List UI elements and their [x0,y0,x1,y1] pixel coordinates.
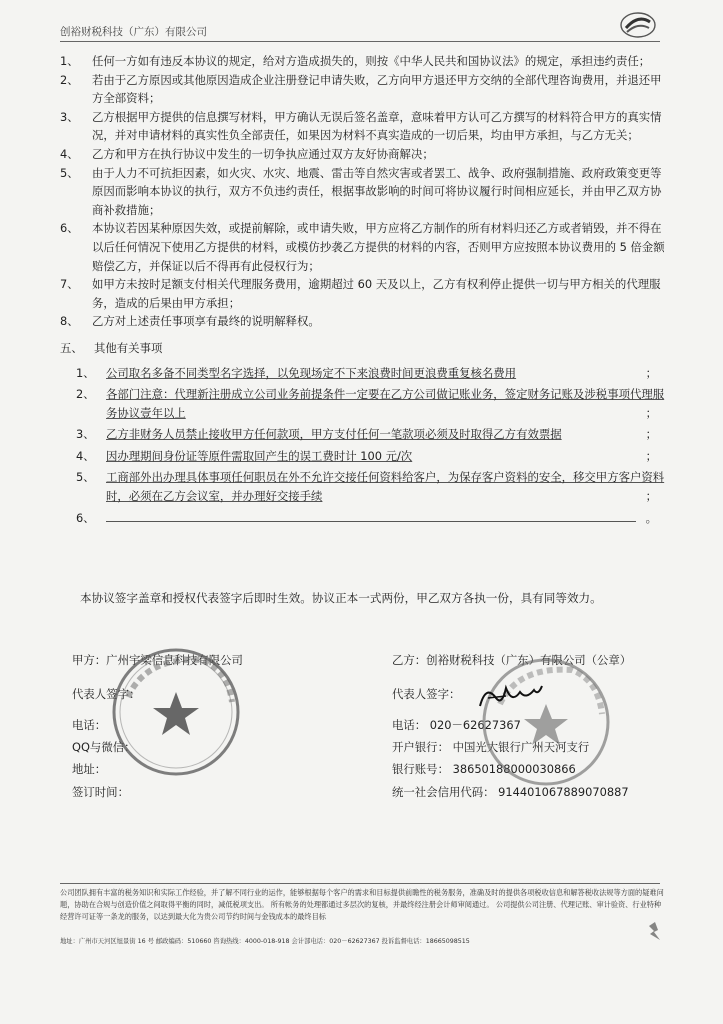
party-b-account: 银行账号： 38650188000030866 [392,762,576,776]
party-a-date-label: 签订时间： [72,785,129,799]
other-items-list [60,364,665,528]
other-item-4: 4、 因办理期间身份证等原件需取回产生的误工费时计 100 元/次 ； [76,448,657,463]
party-b-name: 乙方：创裕财税科技（广东）有限公司（公章） [392,653,632,667]
other-item-3: 3、 乙方非财务人员禁止接收甲方任何款项，甲方支付任何一笔款项必须及时取得乙方有效票据 ； [76,427,657,442]
other-item-2: 2、 各部门注意：代理新注册成立公司业务前提条件一定要在乙方公司做记账业务，签定财务记账及涉税事项代理服务协议壹年以上 ； [76,387,665,420]
party-b-bank: 开户银行： 中国光大银行广州天河支行 [392,740,590,754]
party-a-phone-label: 电话： [72,718,107,732]
clause-7: 7、 如甲方未按时足额支付相关代理服务费用，逾期超过 60 天及以上，乙方有权利停止提供一切与甲方相关的代理服务，造成的后果由甲方承担； [60,277,661,310]
clause-1: 1、 任何一方如有违反本协议的规定，给对方造成损失的，则按《中华人民共和国协议法》的规定，承担违约责任； [60,54,651,68]
clause-2: 2、 若由于乙方原因或其他原因造成企业注册登记申请失败，乙方向甲方退还甲方交纳的全部代理咨询费用，并退还甲方全部资料； [60,72,662,106]
agreement-body [60,52,665,530]
other-item-5: 5、 工商部外出办理具体事项任何职员在外不允许交接任何资料给客户，为保存客户资料的安全，移交甲方客户资料时，必须在乙方会议室，并办理好交接手续 ； [76,470,665,504]
party-b-credit-code: 统一社会信用代码： 914401067889070887 [392,785,629,799]
other-item-1: 1、 公司取名多备不同类型名字选择，以免现场定不下来浪费时间更浪费重复核名费用 ； [76,365,657,380]
company-logo-icon [618,10,658,40]
party-a-rep-label: 代表人签字： [72,687,141,701]
effective-clause: 本协议签字盖章和授权代表签字后即时生效。协议正本一式两份，甲乙双方各执一份，具有同等效力。 [80,591,602,605]
party-b-seal-icon [476,652,616,792]
other-item-6: 6、 。 [76,510,657,525]
party-b-signature-icon [476,676,546,716]
footer-text: 公司团队拥有丰富的税务知识和实际工作经验，并了解不同行业的运作，能够根据每个客户的需求和目标提供前瞻性的税务服务，准确及时的提供各项税收信息和解答税收法规等方面的疑难问题，协助在合规与创造价值之间取得平衡的同时，减低税项支出。 所有帐务的处理都通过多层次的复核，并最终经注册会计师审阅通过。 公司提供公司注册、代理记账、审计验资、行业特种经营许可证等一条龙的服务，以达到最大化为贵公司节约时间与金钱成本的最终目标 [60,888,664,921]
clause-8: 8、 乙方对上述责任事项享有最终的说明解释权。 [60,314,320,329]
section-5-heading: 五、 其他有关事项 [60,340,163,355]
clause-5: 5、 由于人力不可抗拒因素，如火灾、水灾、地震、雷击等自然灾害或者罢工、战争、政府强制措施、政府政策变更等原因而影响本协议的执行，双方不负违约责任，根据事故影响的时间可将协议履行时间相应延长，并由甲乙双方协商补救措施； [60,165,662,217]
party-b-rep-label: 代表人签字： [392,687,461,701]
header-divider [60,41,660,42]
party-b-phone: 电话： 020－62627367 [392,718,521,732]
header-company: 创裕财税科技（广东）有限公司 [60,26,207,38]
footer-divider [60,883,660,884]
clause-3: 3、 乙方根据甲方提供的信息撰写材料，甲方确认无误后签名盖章，意味着甲方认可乙方撰写的材料符合甲方的真实情况，并对申请材料的真实性负全部责任，如果因为材料不真实造成的一切后果，均由甲方承担，与乙方无关； [60,109,662,143]
decorative-mark-icon [646,920,664,942]
party-a-address-label: 地址： [72,762,107,776]
clause-4: 4、 乙方和甲方在执行协议中发生的一切争执应通过双方友好协商解决； [60,146,434,161]
clause-6: 6、 本协议若因某种原因失效，或提前解除，或申请失败，甲方应将乙方制作的所有材料归还乙方或者销毁，并不得在以后任何情况下使用乙方提供的材料，或模仿抄袭乙方提供的材料的内容，否则甲方应按照本协议费用的 5 倍金额赔偿乙方，并保证以后不得再有此侵权行为； [60,221,665,273]
party-a-name: 甲方：广州宇梁信息科技有限公司 [72,653,243,667]
footer-address: 地址：广州市天河区旭景街 16 号 邮政编码：510660 咨询热线：4000-018-918 会计部电话：020－62627367 投诉监督电话：18665098515 [60,938,470,945]
party-a-qq-label: QQ与微信： [72,740,136,754]
page-header [60,22,660,42]
party-a-seal-icon [106,642,246,782]
